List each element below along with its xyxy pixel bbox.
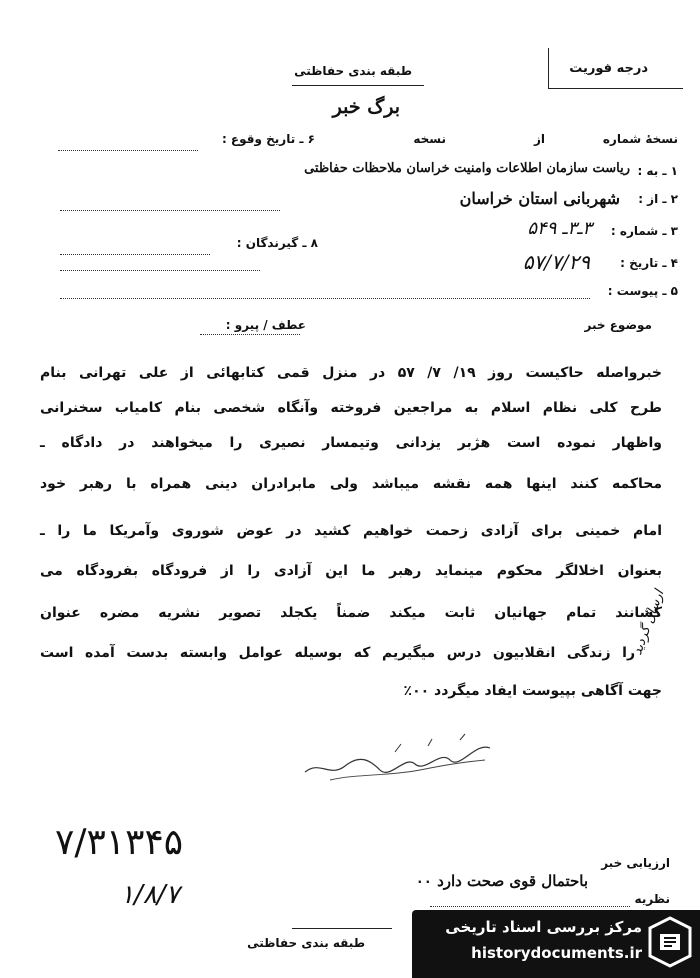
copies-label: نسخه	[413, 132, 446, 146]
to-label: ۱ ـ به :	[637, 164, 678, 178]
body-line: بعنوان اخلالگر محکوم مینماید رهبر ما این آزادی را از فرودگاه بفرودگاه می	[40, 563, 662, 579]
number-value: ۳ـ۳ـ ۵۴۹	[527, 218, 592, 239]
event-date-label: ۶ ـ تاریخ وقوع :	[221, 132, 315, 146]
body-line: امام خمینی برای آزادی زحمت خواهیم کشید در عوض شوروی وآمریکا ما را ـ	[40, 523, 662, 539]
classification-top: طبقه بندی حفاظتی	[294, 64, 412, 78]
stamp-date: ۱/۸/۷	[120, 880, 180, 910]
body-line: طرح کلی نظام اسلام به مراجعین فروخته وآنگاه شخصی بنام کامیاب سخنرانی	[40, 400, 662, 416]
from-dotline	[60, 210, 280, 211]
attachment-dotline	[60, 298, 590, 299]
stamp-number: ۷/۳۱۳۴۵	[55, 822, 184, 863]
body-line: کشانند تمام جهانیان ثابت میکند ضمناً یکجلد تصویر نشریه مضره عنوان	[40, 605, 662, 621]
evaluation-value: باحتمال قوی صحت دارد ۰۰	[415, 872, 588, 890]
recipients-label: ۸ ـ گیرندگان :	[236, 236, 318, 250]
form-title: برگ خبر	[332, 96, 400, 118]
attachment-label: ۵ ـ پیوست :	[607, 284, 678, 298]
body-line: خبرواصله حاکیست روز ۱۹/ ۷/ ۵۷ در منزل قمی کتابهائی از علی تهرانی بنام	[40, 365, 663, 381]
body-line-last: جهت آگاهی بپیوست ایفاد میگردد ۰۰٪	[403, 683, 662, 699]
body-line: واظهار نموده است هژبر یزدانی وتیمسار نصیری را میخواهند در دادگاه ـ	[40, 435, 662, 451]
opinion-dotline	[430, 906, 630, 907]
classification-bottom-line	[292, 928, 392, 929]
copy-number-label: نسخهٔ شماره	[602, 132, 678, 146]
number-label: ۳ ـ شماره :	[610, 224, 678, 238]
margin-note: ارسال گردید	[630, 588, 668, 658]
recipients-dotline-2	[60, 270, 260, 271]
archive-logo-icon	[648, 916, 692, 972]
date-label: ۴ ـ تاریخ :	[620, 256, 678, 270]
body-line: محاکمه کنند اینها همه نقشه میباشد ولی مابرادران دینی همراه با رهبر خود	[40, 476, 662, 492]
evaluation-label: ارزیابی خبر	[601, 856, 670, 870]
signature	[300, 730, 500, 790]
from-label: ۲ ـ از :	[638, 192, 678, 206]
opinion-label: نظریه	[634, 892, 670, 906]
classification-underline	[292, 85, 424, 86]
ref-label: عطف / پیرو :	[225, 318, 306, 332]
body-line: را زندگی انقلابیون درس میگیریم که بوسیله عوامل وابسته بدست آمده است	[40, 645, 635, 661]
ref-dotline	[200, 334, 300, 335]
watermark-name: مرکز بررسی اسناد تاریخی	[445, 918, 642, 936]
of-label: از	[533, 132, 545, 146]
urgency-label: درجه فوریت	[569, 61, 648, 76]
recipients-dotline-1	[60, 254, 210, 255]
classification-bottom: طبقه بندی حفاظتی	[247, 936, 365, 950]
subject-label: موضوع خبر	[584, 318, 652, 332]
from-value: شهربانی استان خراسان	[459, 189, 620, 208]
date-value: ۵۷/۷/۲۹	[522, 250, 590, 274]
to-value: ریاست سازمان اطلاعات وامنیت خراسان ملاحظات حفاظتی	[304, 161, 630, 176]
event-date-dotline	[58, 150, 198, 151]
watermark-url: historydocuments.ir	[471, 944, 642, 962]
